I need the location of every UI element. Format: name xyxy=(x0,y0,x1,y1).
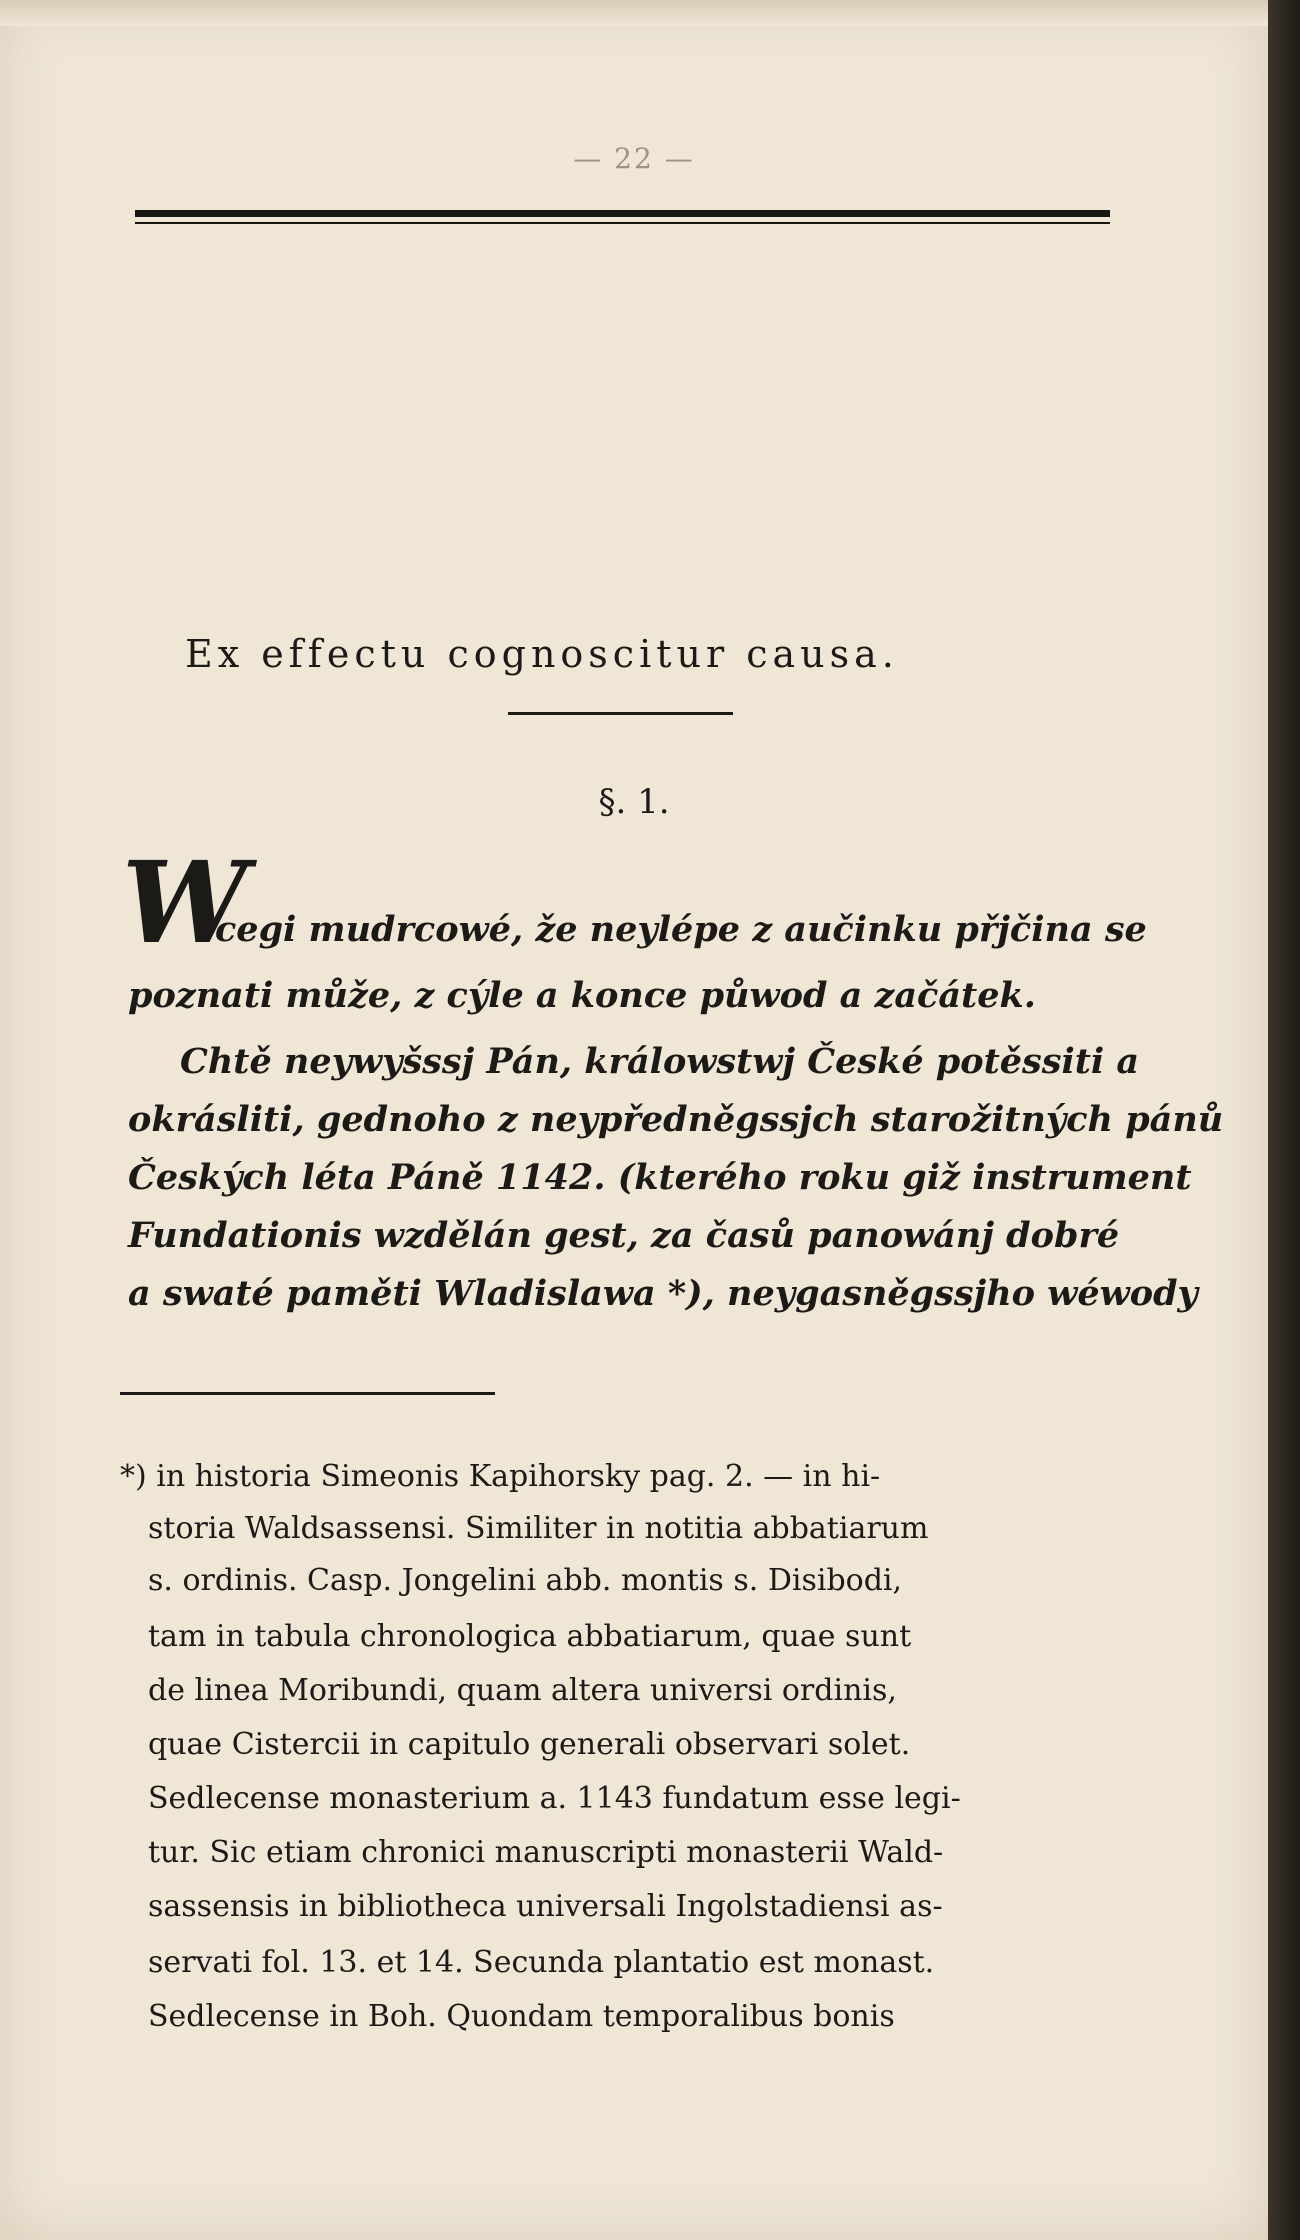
footnote-line: Sedlecense in Boh. Quondam temporalibus bonis xyxy=(148,1999,895,2034)
motto-separator-rule xyxy=(508,712,733,715)
footnote-line: Sedlecense monasterium a. 1143 fundatum esse legi- xyxy=(148,1781,961,1816)
body-line: a swaté paměti Wladislawa *), neygasněgssjho wéwody xyxy=(128,1273,1198,1314)
footnote-line: tur. Sic etiam chronici manuscripti monasterii Wald- xyxy=(148,1835,944,1870)
body-line: Chtě neywyšssj Pán, králowstwj České potěssiti a xyxy=(180,1041,1140,1082)
header-thin-rule xyxy=(135,222,1110,224)
section-heading: §. 1. xyxy=(598,782,670,822)
footnote-line: storia Waldsassensi. Similiter in notitia abbatiarum xyxy=(148,1511,929,1546)
header-thick-rule xyxy=(135,210,1110,217)
book-edge-shadow xyxy=(1268,0,1300,2240)
drop-cap-initial: W xyxy=(122,838,248,969)
footnote-rule xyxy=(120,1392,495,1395)
body-line: okrásliti, gednoho z neypředněgssjch starožitných pánů xyxy=(128,1099,1224,1140)
page-number: — 22 — xyxy=(573,142,695,175)
body-line: Českých léta Páně 1142. (kterého roku giž instrument xyxy=(128,1157,1192,1198)
footnote-line: de linea Moribundi, quam altera universi ordinis, xyxy=(148,1673,897,1708)
page-top-edge xyxy=(0,0,1268,26)
footnote-line: quae Cistercii in capitulo generali observari solet. xyxy=(148,1727,911,1762)
footnote-line: tam in tabula chronologica abbatiarum, quae sunt xyxy=(148,1619,912,1654)
body-line: cegi mudrcowé, že neylépe z aučinku přjčina se xyxy=(215,909,1147,950)
footnote-line: *) in historia Simeonis Kapihorsky pag. 2. — in hi- xyxy=(120,1459,881,1494)
body-line: poznati může, z cýle a konce půwod a začátek. xyxy=(128,975,1036,1016)
footnote-line: sassensis in bibliotheca universali Ingolstadiensi as- xyxy=(148,1889,943,1924)
body-line: Fundationis wzdělán gest, za časů panowánj dobré xyxy=(128,1215,1120,1256)
motto-heading: Ex effectu cognoscitur causa. xyxy=(185,632,899,676)
footnote-line: servati fol. 13. et 14. Secunda plantatio est monast. xyxy=(148,1945,935,1980)
footnote-line: s. ordinis. Casp. Jongelini abb. montis s. Disibodi, xyxy=(148,1563,903,1598)
